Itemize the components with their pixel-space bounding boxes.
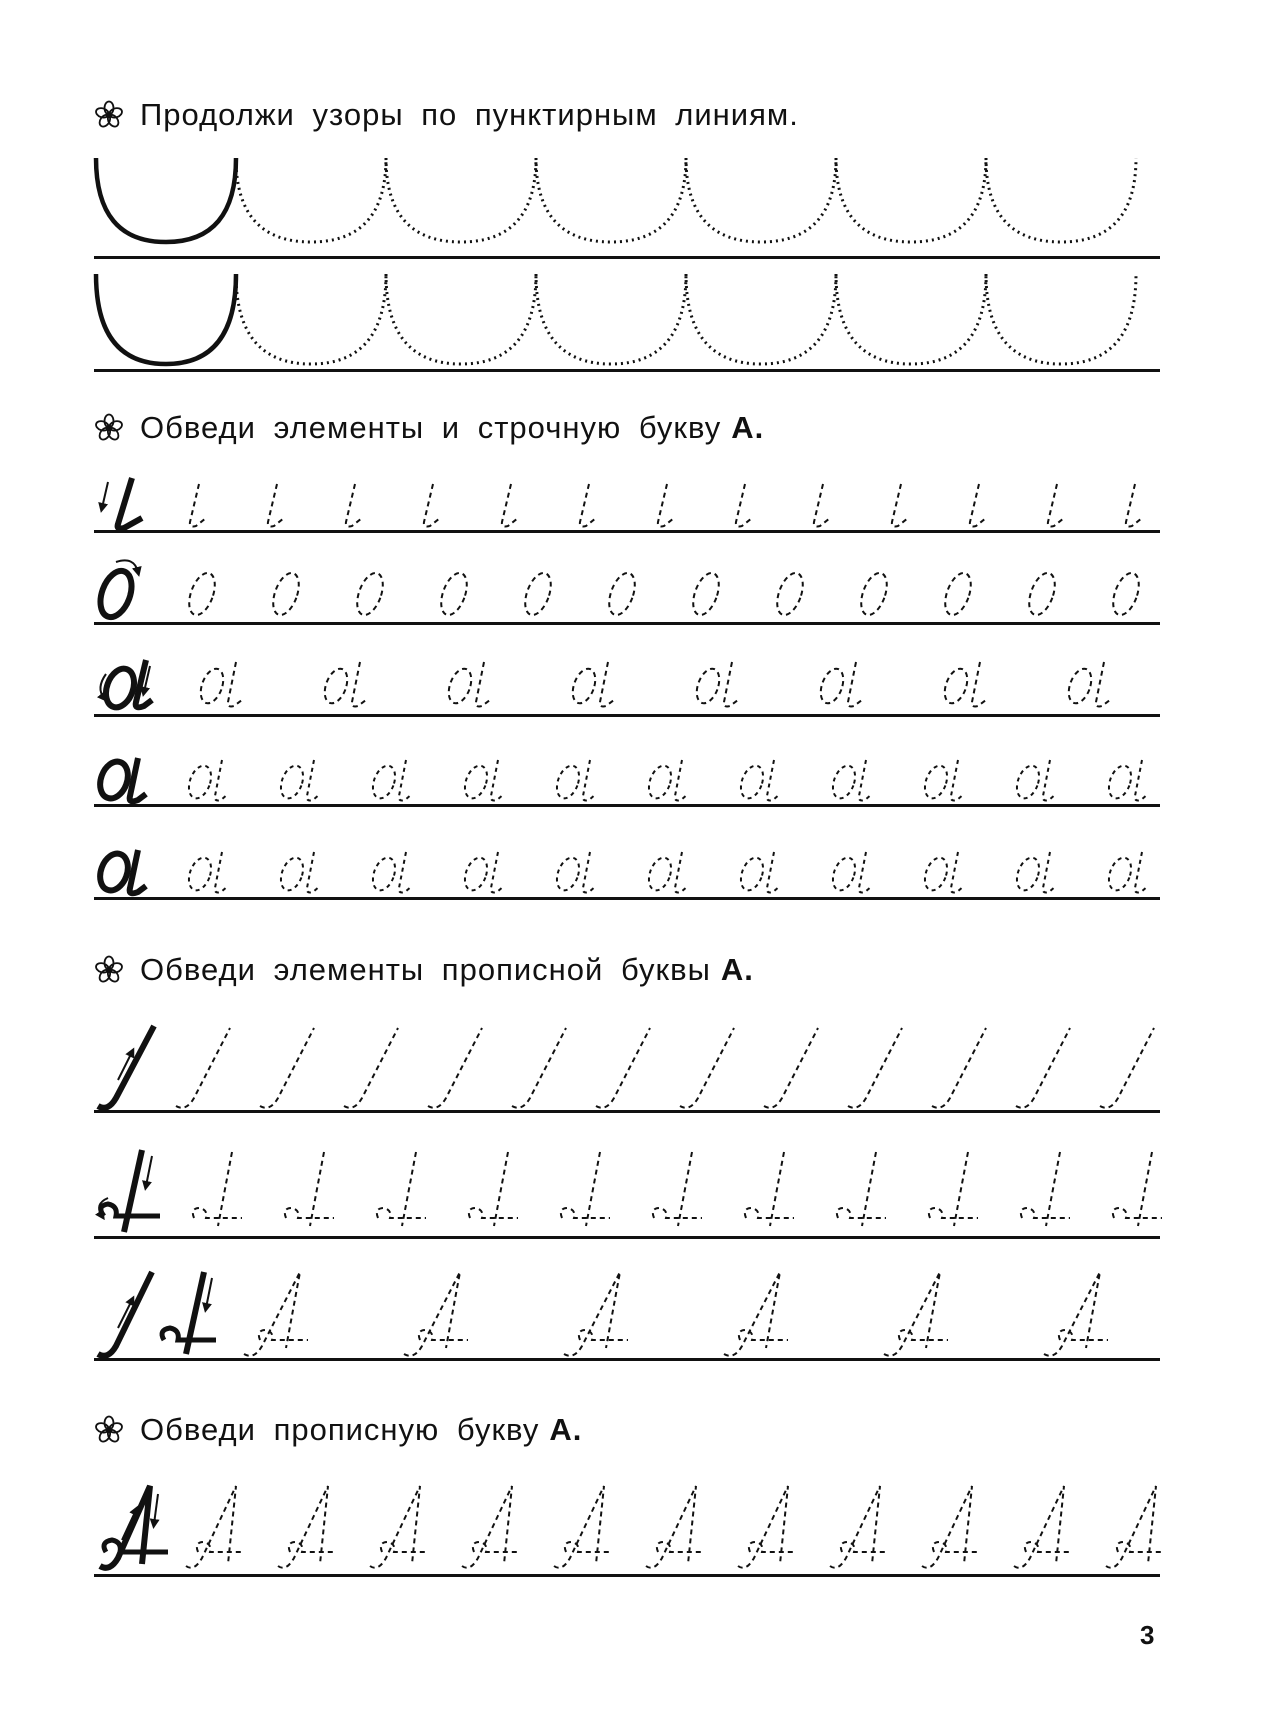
oval-hook-element-row [94,652,1164,716]
page-number: 3 [1140,1620,1155,1650]
uppercase-combined-traces [94,1266,1164,1360]
arc-model [96,274,236,364]
arc-trace[interactable] [986,158,1136,242]
hook-row [94,474,1164,534]
lowercase-a-row-2 [94,840,1164,900]
hook-trace[interactable] [658,484,674,527]
lowercase-a-trace[interactable] [829,852,872,893]
oval-trace[interactable] [604,570,640,619]
combined-model [98,1272,216,1356]
stroke-2-trace[interactable] [837,1152,886,1226]
uppercase-a-trace[interactable] [738,1486,796,1568]
stroke-1-trace[interactable] [512,1028,566,1108]
oval-trace[interactable] [268,570,304,619]
lowercase-a-trace[interactable] [829,760,872,801]
oval-trace[interactable] [352,570,388,619]
instruction-4-text: Обведи прописную букву [140,1412,540,1447]
lowercase-a-trace[interactable] [921,760,964,801]
oval-trace[interactable] [856,570,892,619]
stroke-1-trace[interactable] [344,1028,398,1108]
stroke-1-trace[interactable] [176,1028,230,1108]
oval-hook-trace[interactable] [444,662,490,707]
lowercase-a-trace[interactable] [369,760,412,801]
arc-trace[interactable] [236,274,386,364]
lowercase-a-trace[interactable] [369,852,412,893]
baseline [94,530,1160,533]
uppercase-a-traces [94,1480,1164,1572]
lowercase-a-trace[interactable] [1105,852,1148,893]
lowercase-a-model [95,758,146,803]
arc-model [96,158,236,242]
stroke-2-model [99,1150,160,1232]
stroke-2-trace[interactable] [1113,1152,1162,1226]
oval-trace[interactable] [940,570,976,619]
hook-trace[interactable] [814,484,830,527]
instruction-4-letter: А. [549,1412,583,1447]
oval-hook-trace[interactable] [692,662,738,707]
oval-hook-model [100,660,152,711]
instruction-3-letter: А. [720,952,754,987]
stroke-1-trace[interactable] [764,1028,818,1108]
oval-hook-trace[interactable] [196,662,242,707]
hook-element-row [94,474,1164,534]
lowercase-a-trace[interactable] [185,852,228,893]
arc-pattern-1 [94,150,1164,240]
hook-trace[interactable] [502,484,518,527]
stroke-2-trace[interactable] [193,1152,242,1226]
instruction-2 [94,410,764,446]
hook-trace[interactable] [892,484,908,527]
uppercase-a-trace[interactable] [278,1486,336,1568]
stroke-1-trace[interactable] [848,1028,902,1108]
hook-trace[interactable] [970,484,986,527]
hook-trace[interactable] [346,484,362,527]
baseline [94,1236,1160,1239]
oval-hook-trace[interactable] [320,662,366,707]
instruction-1-text: Продолжи узоры по пунктирным линиям. [140,97,799,132]
lowercase-a-trace[interactable] [1013,760,1056,801]
arc-trace[interactable] [536,274,686,364]
combined-trace[interactable] [724,1272,788,1356]
stroke-2-trace[interactable] [469,1152,518,1226]
oval-hook-trace[interactable] [816,662,862,707]
stroke-2-trace[interactable] [1021,1152,1070,1226]
uppercase-a-trace[interactable] [1106,1486,1162,1568]
lowercase-a-trace[interactable] [1105,760,1148,801]
hook-trace[interactable] [190,484,206,527]
arc-trace[interactable] [236,158,386,242]
uppercase-a-row [94,1480,1164,1572]
combined-trace[interactable] [244,1272,308,1356]
lowercase-a-traces-1 [94,748,1164,808]
baseline [94,622,1160,625]
uppercase-a-trace[interactable] [186,1486,244,1568]
baseline [94,714,1160,717]
oval-trace[interactable] [1024,570,1060,619]
oval-hook-row [94,652,1164,716]
stroke-2-trace[interactable] [653,1152,702,1226]
uppercase-a-trace[interactable] [922,1486,980,1568]
lowercase-a-trace[interactable] [553,760,596,801]
oval-trace[interactable] [688,570,724,619]
oval-trace[interactable] [1108,570,1144,619]
uppercase-a-model [100,1486,168,1568]
instruction-4 [94,1412,582,1448]
lowercase-a-trace[interactable] [645,852,688,893]
baseline [94,1574,1160,1577]
instruction-3 [94,952,754,988]
arc-trace[interactable] [836,274,986,364]
combined-trace[interactable] [564,1272,628,1356]
hook-trace[interactable] [1048,484,1064,527]
hook-trace[interactable] [1126,484,1142,527]
oval-element-row [94,552,1164,624]
uppercase-a-trace[interactable] [646,1486,704,1568]
baseline [94,1110,1160,1113]
lowercase-a-trace[interactable] [277,852,320,893]
combined-trace[interactable] [404,1272,468,1356]
baseline [94,1358,1160,1361]
baseline [94,804,1160,807]
hook-trace[interactable] [268,484,284,527]
uppercase-a-trace[interactable] [830,1486,888,1568]
uppercase-a-trace[interactable] [370,1486,428,1568]
instruction-3-text: Обведи элементы прописной буквы [140,952,711,987]
lowercase-a-model [95,850,146,895]
stroke-2-trace[interactable] [745,1152,794,1226]
pattern-row-2 [94,266,1164,356]
flower-icon [94,100,124,130]
arc-trace[interactable] [836,158,986,242]
uppercase-stroke-1-row [94,1022,1164,1112]
stroke-2-trace[interactable] [929,1152,978,1226]
uppercase-a-trace[interactable] [1014,1486,1072,1568]
instruction-2-text: Обведи элементы и строчную букву [140,410,722,445]
flower-icon [94,955,124,985]
uppercase-stroke-1-traces [94,1022,1164,1112]
hook-trace[interactable] [580,484,596,527]
uppercase-combined-row [94,1266,1164,1360]
lowercase-a-row-1 [94,748,1164,808]
hook-trace[interactable] [424,484,440,527]
baseline [94,369,1160,372]
arc-trace[interactable] [686,274,836,364]
lowercase-a-trace[interactable] [737,760,780,801]
baseline [94,897,1160,900]
flower-icon [94,413,124,443]
stroke-1-trace[interactable] [428,1028,482,1108]
combined-trace[interactable] [1044,1272,1108,1356]
lowercase-a-trace[interactable] [553,852,596,893]
lowercase-a-trace[interactable] [185,760,228,801]
baseline [94,256,1160,259]
arc-trace[interactable] [986,274,1136,364]
instruction-2-letter: А. [731,410,765,445]
lowercase-a-trace[interactable] [277,760,320,801]
uppercase-stroke-2-traces [94,1146,1164,1236]
stroke-1-trace[interactable] [1100,1028,1154,1108]
oval-trace[interactable] [436,570,472,619]
stroke-1-trace[interactable] [596,1028,650,1108]
instruction-1 [94,97,799,133]
arc-pattern-2 [94,266,1164,356]
hook-trace[interactable] [736,484,752,527]
uppercase-stroke-2-row [94,1146,1164,1236]
uppercase-a-trace[interactable] [554,1486,612,1568]
oval-hook-trace[interactable] [1064,662,1110,707]
stroke-1-model [98,1026,154,1108]
flower-icon [94,1415,124,1445]
uppercase-a-trace[interactable] [462,1486,520,1568]
stroke-2-trace[interactable] [285,1152,334,1226]
pattern-row-1 [94,150,1164,240]
oval-trace[interactable] [772,570,808,619]
stroke-1-trace[interactable] [932,1028,986,1108]
oval-hook-trace[interactable] [940,662,986,707]
oval-hook-trace[interactable] [568,662,614,707]
lowercase-a-trace[interactable] [461,852,504,893]
combined-trace[interactable] [884,1272,948,1356]
lowercase-a-traces-2 [94,840,1164,900]
lowercase-a-trace[interactable] [737,852,780,893]
lowercase-a-trace[interactable] [645,760,688,801]
stroke-2-trace[interactable] [377,1152,426,1226]
arc-trace[interactable] [386,158,536,242]
stroke-1-trace[interactable] [680,1028,734,1108]
oval-row [94,552,1164,624]
stroke-1-trace[interactable] [1016,1028,1070,1108]
arc-trace[interactable] [386,274,536,364]
oval-trace[interactable] [520,570,556,619]
arc-trace[interactable] [536,158,686,242]
lowercase-a-trace[interactable] [921,852,964,893]
hook-model [102,478,142,529]
oval-model [95,560,138,621]
oval-trace[interactable] [184,570,220,619]
lowercase-a-trace[interactable] [1013,852,1056,893]
arc-trace[interactable] [686,158,836,242]
stroke-2-trace[interactable] [561,1152,610,1226]
stroke-1-trace[interactable] [260,1028,314,1108]
lowercase-a-trace[interactable] [461,760,504,801]
